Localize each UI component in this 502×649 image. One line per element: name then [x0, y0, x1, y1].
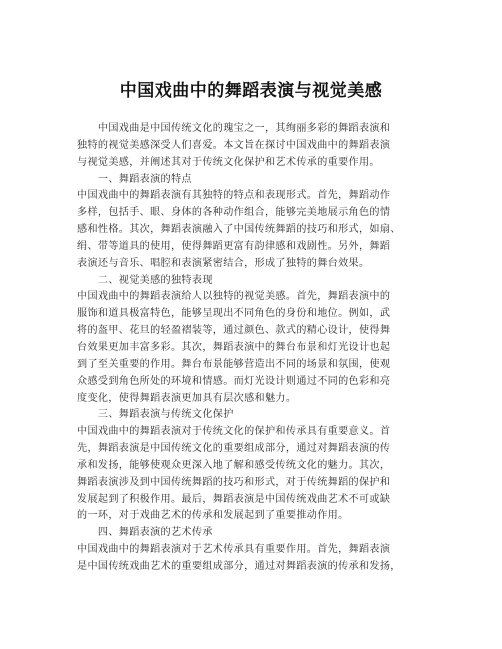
body-line: 绢、带等道具的使用，使得舞蹈更富有韵律感和戏剧性。另外，舞蹈	[77, 240, 391, 252]
body-line: 与视觉美感，并阐述其对于传统文化保护和艺术传承的重要作用。	[77, 156, 380, 168]
body-line: 中国戏曲是中国传统文化的瑰宝之一，其绚丽多彩的舞蹈表演和	[77, 123, 391, 134]
body-line: 中国戏曲中的舞蹈表演对于传统文化的保护和传承具有重要意义。首	[77, 426, 391, 438]
section-heading: 四、舞蹈表演的艺术传承	[77, 527, 213, 539]
body-line: 将的盔甲、花旦的轻盈褶装等，通过颜色、款式的精心设计，使得舞	[77, 325, 391, 337]
section-heading: 一、舞蹈表演的特点	[77, 173, 192, 185]
body-line: 舞蹈表演涉及到中国传统舞蹈的技巧和形式，对于传统舞蹈的保护和	[77, 476, 391, 488]
body-line: 中国戏曲中的舞蹈表演给人以独特的视觉美感。首先，舞蹈表演中的	[77, 291, 391, 303]
body-line: 感和性格。其次，舞蹈表演融入了中国传统舞蹈的技巧和形式，如扇、	[77, 224, 401, 236]
section-heading: 三、舞蹈表演与传统文化保护	[77, 409, 234, 421]
body-line: 是中国传统戏曲艺术的重要组成部分，通过对舞蹈表演的传承和发扬，	[77, 560, 401, 572]
body-line: 独特的视觉美感深受人们喜爱。本文旨在探讨中国戏曲中的舞蹈表演	[77, 139, 391, 151]
document-title: 中国戏曲中的舞蹈表演与视觉美感	[119, 81, 383, 101]
body-line: 众感受到角色所处的环境和情感。而灯光设计则通过不同的色彩和亮	[77, 375, 391, 387]
body-line: 多样，包括手、眼、身体的各种动作组合，能够完美地展示角色的情	[77, 207, 391, 219]
body-line: 先，舞蹈表演是中国传统文化的重要组成部分，通过对舞蹈表演的传	[77, 443, 391, 455]
body-line: 中国戏曲中的舞蹈表演有其独特的特点和表现形式。首先，舞蹈动作	[77, 190, 391, 202]
document-body	[77, 121, 437, 576]
body-line: 度变化，使得舞蹈表演更加具有层次感和魅力。	[77, 392, 297, 404]
body-line: 表演还与音乐、唱腔和表演紧密结合，形成了独特的舞台效果。	[77, 257, 370, 269]
body-line: 发展起到了积极作用。最后，舞蹈表演是中国传统戏曲艺术不可或缺	[77, 493, 391, 505]
body-line: 服饰和道具极富特色，能够呈现出不同角色的身份和地位。例如，武	[77, 308, 391, 320]
body-line: 中国戏曲中的舞蹈表演对于艺术传承具有重要作用。首先，舞蹈表演	[77, 544, 391, 556]
body-line: 到了至关重要的作用。舞台布景能够营造出不同的场景和氛围，使观	[77, 358, 391, 370]
body-line: 承和发扬，能够使观众更深入地了解和感受传统文化的魅力。其次，	[77, 459, 391, 471]
body-line: 台效果更加丰富多彩。其次，舞蹈表演中的舞台布景和灯光设计也起	[77, 341, 391, 353]
section-heading: 二、视觉美感的独特表现	[77, 274, 213, 286]
body-line: 的一环，对于戏曲艺术的传承和发展起到了重要推动作用。	[77, 510, 349, 522]
